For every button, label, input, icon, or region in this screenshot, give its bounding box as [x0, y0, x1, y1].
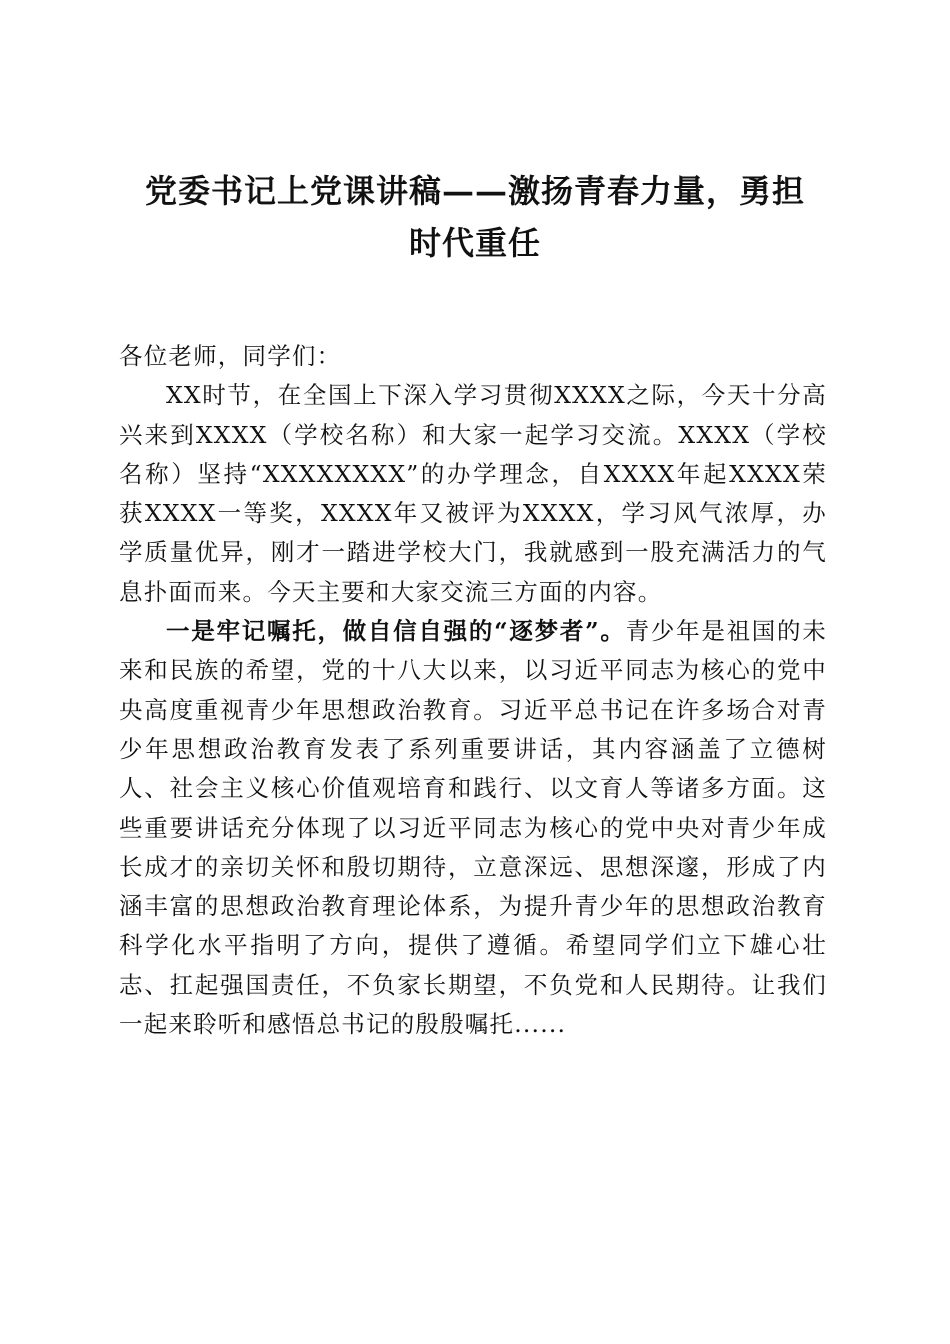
title-line-2: 时代重任 [408, 224, 541, 262]
paragraph-point-one-text: 青少年是祖国的未来和民族的希望，党的十八大以来，以习近平同志为核心的党中央高度重视青少年思想政治教育。习近平总书记在许多场合对青少年思想政治教育发表了系列重要讲话，其内容涵盖了立德树人、社会主义核心价值观培育和践行、以文育人等诸多方面。这些重要讲话充分体现了以习近平同志为核心的党中央对青少年成长成才的亲切关怀和殷切期待，立意深远、思想深邃，形成了内涵丰富的思想政治教育理论体系，为提升青少年的思想政治教育科学化水平指明了方向，提供了遵循。希望同学们立下雄心壮志、扛起强国责任，不负家长期望，不负党和人民期待。让我们一起来聆听和感悟总书记的殷殷嘱托...... [119, 617, 827, 1039]
title-line-1: 党委书记上党课讲稿——激扬青春力量，勇担 [144, 172, 805, 210]
paragraph-intro: XX时节，在全国上下深入学习贯彻XXXX之际，今天十分高兴来到XXXX（学校名称）和大家一起学习交流。XXXX（学校名称）坚持“XXXXXXXX”的办学理念，自XXXX年起XXXX荣获XXXX一等奖，XXXX年又被评为XXXX，学习风气浓厚，办学质量优异，刚才一踏进学校大门，我就感到一股充满活力的气息扑面而来。今天主要和大家交流三方面的内容。 [119, 381, 827, 606]
salutation: 各位老师，同学们： [119, 342, 342, 370]
paragraph-point-one-heading: 一是牢记嘱托，做自信自强的“逐梦者”。 [166, 617, 626, 646]
document-body [119, 337, 827, 1044]
paragraph-point-one [119, 612, 827, 1044]
document-title [100, 165, 850, 269]
